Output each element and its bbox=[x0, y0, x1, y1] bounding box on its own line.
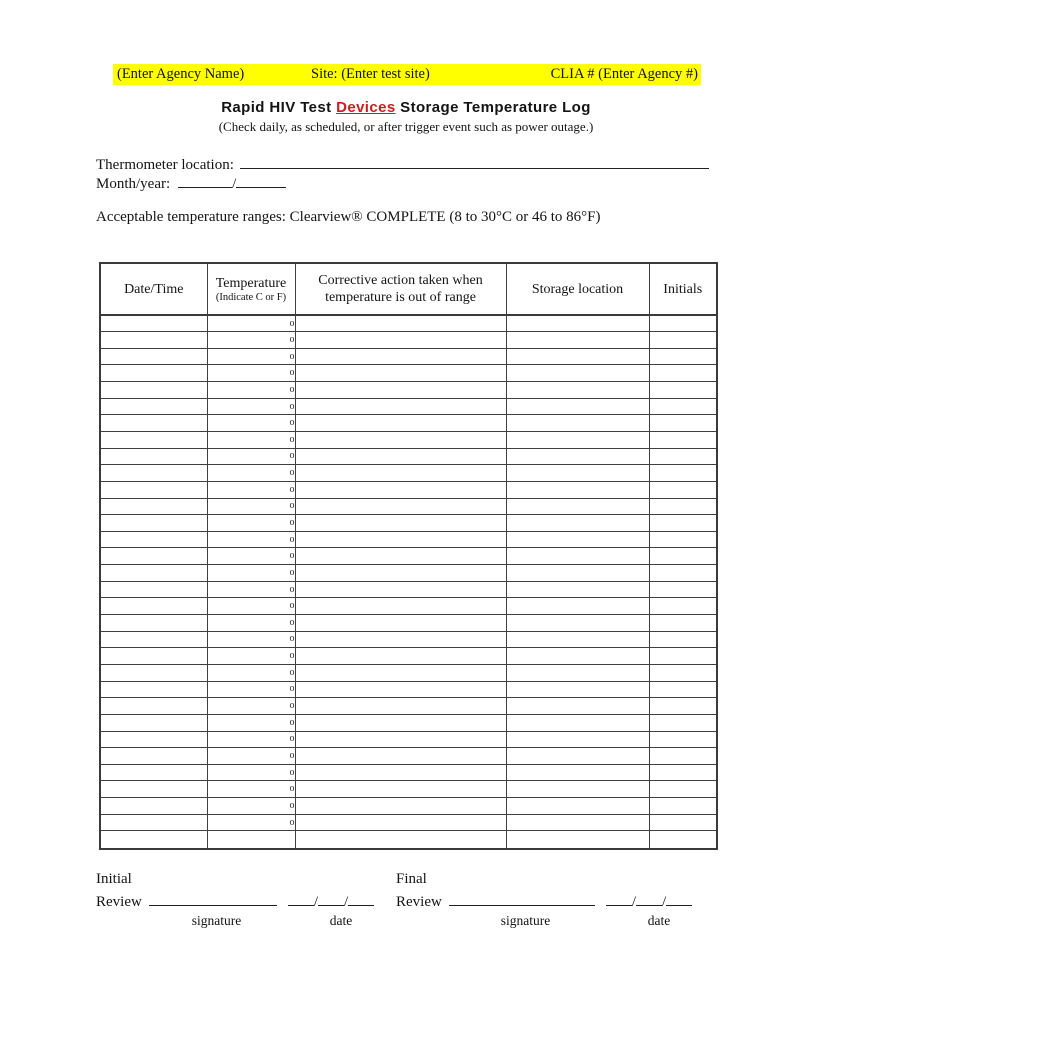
date-separator: / bbox=[631, 894, 636, 910]
initial-date-caption: date bbox=[329, 913, 353, 928]
storage-location-cell bbox=[506, 831, 649, 849]
corrective-action-cell bbox=[295, 831, 506, 849]
log-row bbox=[100, 714, 717, 731]
storage-location-cell bbox=[506, 548, 649, 565]
corrective-action-cell bbox=[295, 664, 506, 681]
initials-cell bbox=[649, 365, 717, 382]
date-time-cell bbox=[100, 315, 207, 332]
log-row bbox=[100, 565, 717, 582]
corrective-action-cell bbox=[295, 714, 506, 731]
log-row bbox=[100, 382, 717, 399]
corrective-action-cell bbox=[295, 315, 506, 332]
storage-location-cell bbox=[506, 581, 649, 598]
log-row bbox=[100, 498, 717, 515]
initial-signature-line bbox=[149, 889, 277, 906]
log-row bbox=[100, 598, 717, 615]
year-blank-line bbox=[236, 172, 286, 188]
log-row bbox=[100, 481, 717, 498]
corrective-action-cell bbox=[295, 581, 506, 598]
initials-cell bbox=[649, 315, 717, 332]
temperature-cell-degree-symbol: o bbox=[207, 531, 295, 548]
corrective-action-cell bbox=[295, 481, 506, 498]
date-time-cell bbox=[100, 631, 207, 648]
temperature-cell-degree-symbol: o bbox=[207, 798, 295, 815]
storage-location-cell bbox=[506, 615, 649, 632]
title-devices-highlight: Devices bbox=[336, 99, 396, 116]
thermometer-location-line bbox=[240, 153, 709, 169]
initials-cell bbox=[649, 781, 717, 798]
initials-cell bbox=[649, 831, 717, 849]
date-separator: / bbox=[313, 894, 318, 910]
log-row bbox=[100, 415, 717, 432]
corrective-action-cell bbox=[295, 448, 506, 465]
log-table-body bbox=[100, 315, 717, 849]
temperature-cell bbox=[207, 831, 295, 849]
corrective-action-cell bbox=[295, 415, 506, 432]
initials-cell bbox=[649, 398, 717, 415]
storage-location-cell bbox=[506, 448, 649, 465]
final-signature-line bbox=[449, 889, 595, 906]
col-header-date-time bbox=[100, 263, 207, 315]
storage-location-cell bbox=[506, 398, 649, 415]
date-time-cell bbox=[100, 382, 207, 399]
month-year-separator: / bbox=[232, 176, 237, 192]
date-time-cell bbox=[100, 531, 207, 548]
initials-cell bbox=[649, 664, 717, 681]
temperature-sublabel: (Indicate C or F) bbox=[215, 291, 287, 303]
date-time-cell bbox=[100, 598, 207, 615]
storage-location-cell bbox=[506, 764, 649, 781]
initials-cell bbox=[649, 798, 717, 815]
initial-review-label-line1: Initial bbox=[96, 871, 132, 887]
temperature-cell-degree-symbol: o bbox=[207, 615, 295, 632]
log-row bbox=[100, 548, 717, 565]
storage-location-cell bbox=[506, 565, 649, 582]
temperature-cell-degree-symbol: o bbox=[207, 365, 295, 382]
initials-cell bbox=[649, 348, 717, 365]
date-time-cell bbox=[100, 415, 207, 432]
temperature-cell-degree-symbol: o bbox=[207, 664, 295, 681]
log-row bbox=[100, 831, 717, 849]
log-row bbox=[100, 398, 717, 415]
temperature-cell-degree-symbol: o bbox=[207, 481, 295, 498]
log-row bbox=[100, 365, 717, 382]
log-row bbox=[100, 781, 717, 798]
col-header-storage-location bbox=[506, 263, 649, 315]
storage-location-cell bbox=[506, 798, 649, 815]
log-row bbox=[100, 748, 717, 765]
date-time-cell bbox=[100, 748, 207, 765]
date-time-cell bbox=[100, 332, 207, 349]
temperature-cell-degree-symbol: o bbox=[207, 332, 295, 349]
final-date-year-line bbox=[666, 889, 692, 906]
col-header-date-time-label: Date/Time bbox=[124, 281, 184, 297]
agency-name-text: (Enter Agency Name) bbox=[117, 66, 245, 82]
final-review-label-line2: Review bbox=[396, 894, 442, 910]
initials-cell bbox=[649, 415, 717, 432]
date-time-cell bbox=[100, 515, 207, 532]
date-time-cell bbox=[100, 681, 207, 698]
initials-cell bbox=[649, 714, 717, 731]
temperature-log-table bbox=[99, 262, 718, 850]
date-time-cell bbox=[100, 714, 207, 731]
final-signature-caption: signature bbox=[500, 913, 551, 928]
month-year-label: Month/year: bbox=[96, 176, 171, 192]
initial-signature-caption: signature bbox=[191, 913, 242, 928]
date-time-cell bbox=[100, 431, 207, 448]
log-row bbox=[100, 431, 717, 448]
initial-date-month-line bbox=[288, 889, 314, 906]
temperature-cell-degree-symbol: o bbox=[207, 748, 295, 765]
log-row bbox=[100, 332, 717, 349]
date-time-cell bbox=[100, 548, 207, 565]
final-review-label-line1: Final bbox=[396, 871, 427, 887]
temperature-cell-degree-symbol: o bbox=[207, 648, 295, 665]
log-row bbox=[100, 531, 717, 548]
log-row bbox=[100, 315, 717, 332]
corrective-action-cell bbox=[295, 781, 506, 798]
storage-location-cell bbox=[506, 481, 649, 498]
temperature-cell-degree-symbol: o bbox=[207, 315, 295, 332]
date-time-cell bbox=[100, 764, 207, 781]
corrective-action-cell bbox=[295, 531, 506, 548]
log-row bbox=[100, 681, 717, 698]
corrective-action-cell bbox=[295, 382, 506, 399]
log-row bbox=[100, 731, 717, 748]
date-time-cell bbox=[100, 498, 207, 515]
initials-cell bbox=[649, 498, 717, 515]
temperature-cell-degree-symbol: o bbox=[207, 681, 295, 698]
storage-location-cell bbox=[506, 498, 649, 515]
corrective-action-cell bbox=[295, 764, 506, 781]
initials-cell bbox=[649, 631, 717, 648]
date-time-cell bbox=[100, 448, 207, 465]
storage-location-cell bbox=[506, 698, 649, 715]
log-row bbox=[100, 648, 717, 665]
final-date-lines bbox=[606, 889, 692, 911]
temperature-cell-degree-symbol: o bbox=[207, 565, 295, 582]
storage-location-cell bbox=[506, 631, 649, 648]
title-prefix: Rapid HIV Test bbox=[221, 99, 337, 116]
initials-cell bbox=[649, 731, 717, 748]
temperature-cell-degree-symbol: o bbox=[207, 415, 295, 432]
col-header-corrective-action bbox=[295, 263, 506, 315]
storage-location-cell bbox=[506, 515, 649, 532]
date-time-cell bbox=[100, 615, 207, 632]
corrective-action-cell bbox=[295, 681, 506, 698]
initials-cell bbox=[649, 548, 717, 565]
final-date-caption: date bbox=[647, 913, 671, 928]
log-row bbox=[100, 814, 717, 831]
date-time-cell bbox=[100, 698, 207, 715]
initials-cell bbox=[649, 698, 717, 715]
storage-location-cell bbox=[506, 315, 649, 332]
date-time-cell bbox=[100, 348, 207, 365]
initials-cell bbox=[649, 531, 717, 548]
initials-cell bbox=[649, 748, 717, 765]
initials-cell bbox=[649, 448, 717, 465]
col-header-initials-label: Initials bbox=[663, 281, 703, 297]
temperature-cell-degree-symbol: o bbox=[207, 814, 295, 831]
date-time-cell bbox=[100, 581, 207, 598]
initials-cell bbox=[649, 332, 717, 349]
temperature-cell-degree-symbol: o bbox=[207, 781, 295, 798]
corrective-action-cell bbox=[295, 731, 506, 748]
storage-location-cell bbox=[506, 598, 649, 615]
final-date-day-line bbox=[636, 889, 662, 906]
corrective-action-cell bbox=[295, 814, 506, 831]
form-title bbox=[96, 98, 716, 118]
temperature-cell-degree-symbol: o bbox=[207, 431, 295, 448]
corrective-action-cell bbox=[295, 332, 506, 349]
corrective-action-cell bbox=[295, 598, 506, 615]
corrective-action-cell bbox=[295, 431, 506, 448]
storage-location-cell bbox=[506, 365, 649, 382]
storage-location-cell bbox=[506, 648, 649, 665]
storage-location-cell bbox=[506, 681, 649, 698]
date-time-cell bbox=[100, 648, 207, 665]
initial-date-year-line bbox=[348, 889, 374, 906]
initials-cell bbox=[649, 681, 717, 698]
initials-cell bbox=[649, 598, 717, 615]
temperature-cell-degree-symbol: o bbox=[207, 548, 295, 565]
thermometer-location-label: Thermometer location: bbox=[96, 157, 234, 173]
col-header-corrective-action-label: Corrective action taken when temperature is out of range bbox=[318, 273, 483, 305]
log-row bbox=[100, 664, 717, 681]
log-row bbox=[100, 698, 717, 715]
initial-review-label-line2: Review bbox=[96, 894, 142, 910]
corrective-action-cell bbox=[295, 648, 506, 665]
corrective-action-cell bbox=[295, 698, 506, 715]
acceptable-range-text: Acceptable temperature ranges: Clearview® COMPLETE (8 to 30°C or 46 to 86°F) bbox=[96, 209, 601, 225]
log-row bbox=[100, 465, 717, 482]
initials-cell bbox=[649, 581, 717, 598]
month-blank-line bbox=[178, 172, 232, 188]
col-header-initials bbox=[649, 263, 717, 315]
storage-location-cell bbox=[506, 814, 649, 831]
month-year-field bbox=[96, 172, 286, 194]
storage-location-cell bbox=[506, 748, 649, 765]
initials-cell bbox=[649, 515, 717, 532]
date-separator: / bbox=[662, 894, 667, 910]
log-row bbox=[100, 631, 717, 648]
corrective-action-cell bbox=[295, 348, 506, 365]
storage-location-cell bbox=[506, 465, 649, 482]
corrective-action-cell bbox=[295, 548, 506, 565]
storage-location-cell bbox=[506, 781, 649, 798]
table-header-row bbox=[100, 263, 717, 315]
corrective-action-cell bbox=[295, 565, 506, 582]
storage-location-cell bbox=[506, 431, 649, 448]
form-subtitle: (Check daily, as scheduled, or after trigger event such as power outage.) bbox=[218, 119, 594, 134]
initials-cell bbox=[649, 465, 717, 482]
initials-cell bbox=[649, 615, 717, 632]
log-row bbox=[100, 798, 717, 815]
final-review-block bbox=[396, 870, 705, 930]
temperature-cell-degree-symbol: o bbox=[207, 382, 295, 399]
temperature-cell-degree-symbol: o bbox=[207, 498, 295, 515]
storage-location-cell bbox=[506, 332, 649, 349]
temperature-cell-degree-symbol: o bbox=[207, 598, 295, 615]
storage-location-cell bbox=[506, 664, 649, 681]
col-header-storage-location-label: Storage location bbox=[531, 281, 624, 297]
log-row bbox=[100, 348, 717, 365]
corrective-action-cell bbox=[295, 398, 506, 415]
temperature-cell-degree-symbol: o bbox=[207, 731, 295, 748]
log-row bbox=[100, 448, 717, 465]
log-row bbox=[100, 764, 717, 781]
temperature-cell-degree-symbol: o bbox=[207, 698, 295, 715]
corrective-action-cell bbox=[295, 615, 506, 632]
initials-cell bbox=[649, 565, 717, 582]
log-row bbox=[100, 581, 717, 598]
temperature-cell-degree-symbol: o bbox=[207, 581, 295, 598]
corrective-action-cell bbox=[295, 798, 506, 815]
temperature-cell-degree-symbol: o bbox=[207, 714, 295, 731]
date-time-cell bbox=[100, 814, 207, 831]
temperature-cell-degree-symbol: o bbox=[207, 348, 295, 365]
temperature-cell-degree-symbol: o bbox=[207, 465, 295, 482]
agency-header-bar bbox=[113, 64, 701, 85]
site-text: Site: (Enter test site) bbox=[311, 66, 430, 82]
storage-location-cell bbox=[506, 531, 649, 548]
col-header-temperature bbox=[207, 263, 295, 315]
date-time-cell bbox=[100, 731, 207, 748]
initial-date-day-line bbox=[318, 889, 344, 906]
initials-cell bbox=[649, 481, 717, 498]
date-time-cell bbox=[100, 781, 207, 798]
storage-location-cell bbox=[506, 415, 649, 432]
storage-location-cell bbox=[506, 382, 649, 399]
corrective-action-cell bbox=[295, 498, 506, 515]
initials-cell bbox=[649, 814, 717, 831]
date-time-cell bbox=[100, 365, 207, 382]
col-header-temperature-label: Temperature bbox=[215, 275, 287, 291]
date-time-cell bbox=[100, 664, 207, 681]
title-suffix: Storage Temperature Log bbox=[395, 99, 591, 116]
storage-location-cell bbox=[506, 714, 649, 731]
temperature-cell-degree-symbol: o bbox=[207, 764, 295, 781]
temperature-cell-degree-symbol: o bbox=[207, 448, 295, 465]
date-separator: / bbox=[344, 894, 349, 910]
temperature-cell-degree-symbol: o bbox=[207, 631, 295, 648]
corrective-action-cell bbox=[295, 748, 506, 765]
log-row bbox=[100, 615, 717, 632]
date-time-cell bbox=[100, 831, 207, 849]
clia-number-text: CLIA # (Enter Agency #) bbox=[550, 66, 698, 82]
date-time-cell bbox=[100, 565, 207, 582]
storage-location-cell bbox=[506, 731, 649, 748]
corrective-action-cell bbox=[295, 465, 506, 482]
initials-cell bbox=[649, 382, 717, 399]
corrective-action-cell bbox=[295, 365, 506, 382]
log-row bbox=[100, 515, 717, 532]
final-date-month-line bbox=[606, 889, 632, 906]
date-time-cell bbox=[100, 398, 207, 415]
date-time-cell bbox=[100, 481, 207, 498]
storage-location-cell bbox=[506, 348, 649, 365]
corrective-action-cell bbox=[295, 631, 506, 648]
date-time-cell bbox=[100, 465, 207, 482]
corrective-action-cell bbox=[295, 515, 506, 532]
initial-date-lines bbox=[288, 889, 374, 911]
initials-cell bbox=[649, 431, 717, 448]
initials-cell bbox=[649, 764, 717, 781]
temperature-cell-degree-symbol: o bbox=[207, 398, 295, 415]
temperature-cell-degree-symbol: o bbox=[207, 515, 295, 532]
date-time-cell bbox=[100, 798, 207, 815]
initials-cell bbox=[649, 648, 717, 665]
initial-review-block bbox=[96, 870, 387, 930]
